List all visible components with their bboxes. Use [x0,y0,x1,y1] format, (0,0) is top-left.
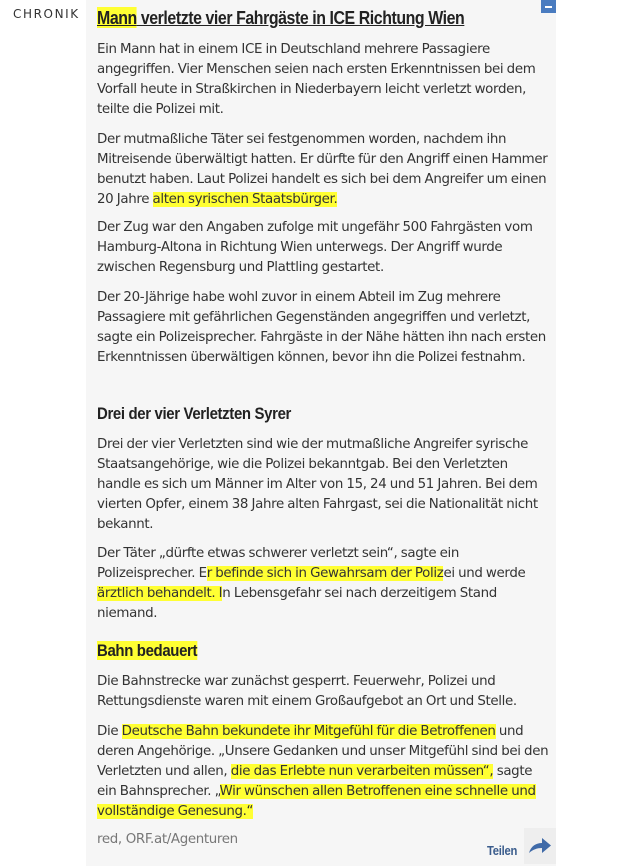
highlighted-text: Deutsche Bahn bekundete ihr Mitgefühl für die Betroffenen [121,724,496,739]
paragraph [97,722,549,822]
text-segment: Der Täter „dürfte etwas schwerer verletzt sein“, sagte ein Polizeisprecher. E [97,546,460,581]
story-title[interactable] [97,7,464,29]
highlighted-text: die das Erlebte nun verarbeiten müssen“, [230,764,494,779]
share-button[interactable] [487,836,520,866]
text-segment: n Lebensgefahr sei nach derzeitigem Stand niemand. [97,586,497,621]
highlighted-text: ärztlich behandelt. I [97,586,223,601]
category-label: CHRONIK [13,7,80,21]
share-arrow-icon[interactable] [524,828,556,864]
text-segment: und deren Angehörige. „Unsere Gedanken und unser Mitgefühl sind bei den Verletzten und allen, [97,724,549,779]
text-segment: Die Bahnstrecke war zunächst gesperrt. Feuerwehr, Polizei und Rettungsdienste waren mit einem Großaufgebot an Ort und Stelle. [97,674,517,709]
title-rest: verletzte vier Fahrgäste in ICE Richtung Wien [136,7,465,28]
paragraph [97,288,549,368]
text-segment: Der 20-Jährige habe wohl zuvor in einem Abteil im Zug mehrere Passagiere mit gefährlichen Gegenständen angegriffen und verletzt, sagte ein Polizeisprecher. Fahrgäste in der Nähe hätten ihn nach ersten Erkenntnissen überwältigen können, bevor ihn die Polizei festnahm. [97,290,546,365]
text-segment: sagte ein Bahnsprecher. „ [97,764,533,799]
text-segment: Drei der vier Verletzten sind wie der mutmaßliche Angreifer syrische Staatsangehörige, wie die Polizei bekanntgab. Bei den Verletzten handle es sich um Männer im Alter von 15, 24 und 51 Jahren. Bei dem vierten Opfer, einem 38 Jahre alten Fahrgast, sei die Nationalität nicht bekannt. [97,437,538,532]
subheading: Drei der vier Verletzten Syrer [97,404,292,423]
paragraph [97,435,549,535]
text-segment: Ein Mann hat in einem ICE in Deutschland mehrere Passagiere angegriffen. Vier Menschen seien nach ersten Erkenntnissen bei dem Vorfall heute in Straßkirchen in Niederbayern leicht verletzt worden, teilte die Polizei mit. [97,42,536,117]
highlighted-text: alten syrischen Staatsbürger. [152,192,338,207]
text-segment: Der Zug war den Angaben zufolge mit ungefähr 500 Fahrgästen vom Hamburg-Altona in Richtung Wien unterwegs. Der Angriff wurde zwischen Regensburg und Plattling gestartet. [97,220,533,275]
minus-icon [545,6,552,8]
text-segment: Die [97,724,122,739]
paragraph [97,672,549,712]
paragraph [97,544,549,624]
title-highlight: Mann [97,7,137,28]
paragraph [97,130,549,210]
source-credit: red, ORF.at/Agenturen [97,832,238,847]
collapse-button[interactable] [541,0,556,13]
text-segment: Der mutmaßliche Täter sei festgenommen worden, nachdem ihn Mitreisende überwältigt hatten. Er dürfte für den Angriff einen Hammer benutzt haben. Laut Polizei handelt es sich bei dem Angreifer um einen 20 Jahre [97,132,548,207]
text-segment: ei und werde [443,566,526,581]
paragraph [97,218,549,278]
subheading-highlight: Bahn bedauert [97,641,198,660]
highlighted-text: r befinde sich in Gewahrsam der Poliz [206,566,444,581]
subheading [97,641,197,661]
highlighted-text: Wir wünschen allen Betroffenen eine schnelle und vollständige Genesung.“ [97,784,536,819]
share-label: Teilen [487,844,518,858]
paragraph [97,40,549,120]
